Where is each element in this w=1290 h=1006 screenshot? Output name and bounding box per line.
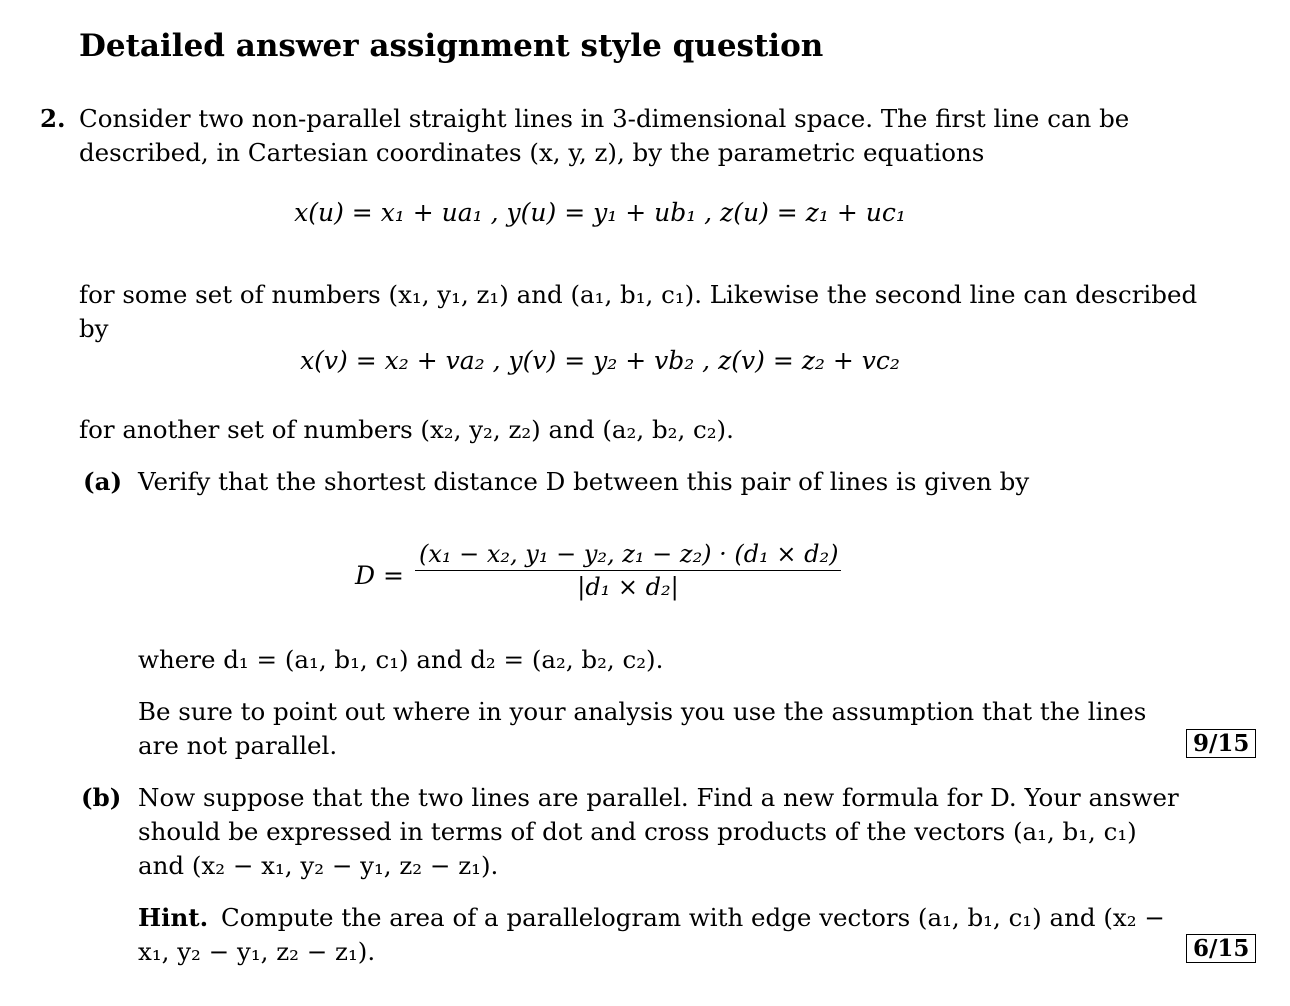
part-a-note-line-1: Be sure to point out where in your analysis you use the assumption that the lines — [138, 697, 1147, 726]
formula-denominator: |d₁ × d₂| — [577, 573, 679, 601]
part-b-label: (b) — [81, 783, 122, 812]
part-b-score-box: 6/15 — [1186, 934, 1256, 963]
distance-formula-fraction — [415, 540, 841, 601]
page-title: Detailed answer assignment style question — [79, 28, 824, 64]
part-b-line-1: Now suppose that the two lines are parallel. Find a new formula for D. Your answer — [138, 783, 1179, 812]
hint-line-2: x₁, y₂ − y₁, z₂ − z₁). — [138, 937, 376, 966]
hint-label: Hint. — [138, 903, 209, 932]
after-eq2-text: for another set of numbers (x₂, y₂, z₂) and (a₂, b₂, c₂). — [79, 415, 734, 444]
part-a-where: where d₁ = (a₁, b₁, c₁) and d₂ = (a₂, b₂, c₂). — [138, 645, 664, 674]
intro-line-2: described, in Cartesian coordinates (x, y, z), by the parametric equations — [79, 138, 985, 167]
part-a-label: (a) — [83, 467, 123, 496]
after-eq1-line-2: by — [79, 314, 109, 343]
part-a-score-box: 9/15 — [1186, 729, 1256, 758]
hint-line-1: Compute the area of a parallelogram with edge vectors (a₁, b₁, c₁) and (x₂ − — [221, 903, 1165, 932]
formula-numerator: (x₁ − x₂, y₁ − y₂, z₁ − z₂) · (d₁ × d₂) — [415, 540, 841, 571]
part-b-line-3: and (x₂ − x₁, y₂ − y₁, z₂ − z₁). — [138, 851, 499, 880]
part-a-text: Verify that the shortest distance D between this pair of lines is given by — [138, 467, 1030, 496]
question-number: 2. — [40, 104, 66, 133]
line1-parametric-equations: x(u) = x₁ + ua₁ , y(u) = y₁ + ub₁ , z(u) = z₁ + uc₁ — [294, 198, 906, 227]
intro-line-1: Consider two non-parallel straight lines in 3-dimensional space. The first line can be — [79, 104, 1130, 133]
part-b-line-2: should be expressed in terms of dot and cross products of the vectors (a₁, b₁, c₁) — [138, 817, 1137, 846]
part-a-note-line-2: are not parallel. — [138, 731, 338, 760]
formula-lhs: D = — [355, 561, 404, 590]
after-eq1-line-1: for some set of numbers (x₁, y₁, z₁) and (a₁, b₁, c₁). Likewise the second line can described — [79, 280, 1198, 309]
line2-parametric-equations: x(v) = x₂ + va₂ , y(v) = y₂ + vb₂ , z(v) = z₂ + vc₂ — [300, 346, 900, 375]
